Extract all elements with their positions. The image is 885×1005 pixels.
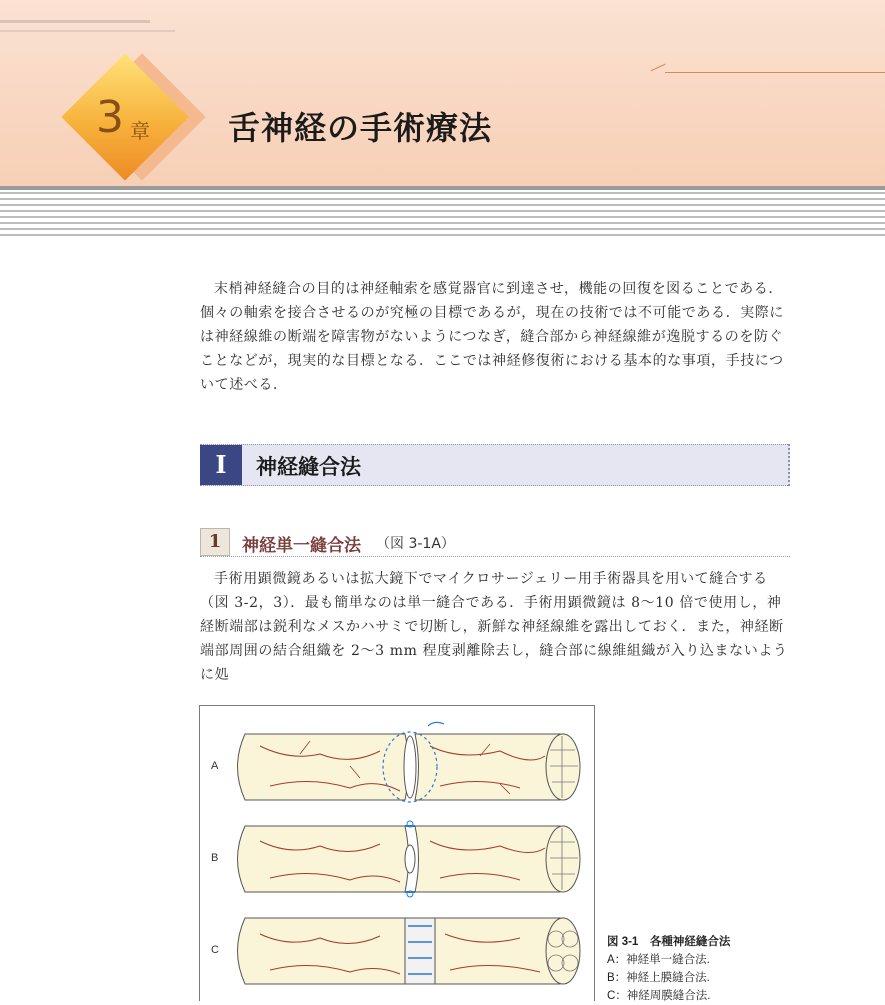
panel-label-a: A (211, 760, 219, 772)
chapter-header (0, 0, 885, 186)
subsection-number: 1 (200, 528, 230, 556)
panel-label-c: C (211, 944, 219, 956)
chapter-suffix: 章 (130, 119, 150, 143)
panel-label-b: B (211, 852, 219, 864)
section-heading (200, 444, 790, 486)
chapter-title: 舌神経の手術療法 (228, 109, 493, 147)
figure-reference: （図 3-1A） (376, 536, 455, 552)
body-paragraph: 手術用顕微鏡あるいは拡大鏡下でマイクロサージェリー用手術器具を用いて縫合する（図 3-2，3）．最も簡単なのは単一縫合である．手術用顕微鏡は 8〜10 倍で使用し，神経断端部は鋭利なメスかハサミで切断し，新鮮な神経線維を露出しておく．また，神経断端部周囲の結合組織を 2〜3 mm 程度剥離除去し，縫合部に線維組織が入り込まないように処 (200, 571, 788, 683)
nerve-panel-c (238, 918, 581, 984)
caption-line-c: C：神経周膜縫合法. (607, 990, 711, 1002)
decorative-line (0, 20, 150, 23)
section-title: 神経縫合法 (256, 455, 361, 479)
subsection-heading (200, 528, 790, 557)
decorative-line (665, 72, 885, 73)
caption-title: 図 3-1 各種神経縫合法 (607, 936, 731, 948)
subsection-title: 神経単一縫合法 (242, 536, 361, 556)
chapter-number: 3 (96, 92, 124, 143)
chapter-badge (61, 53, 188, 180)
caption-line-b: B：神経上膜縫合法. (607, 972, 710, 984)
nerve-illustration (200, 706, 594, 1001)
intro-paragraph: 末梢神経縫合の目的は神経軸索を感覚器官に到達させ，機能の回復を図ることである．個々の軸索を接合させるのが究極の目標であるが，現在の技術では不可能である．実際には神経線維の断端を障害物がないようにつなぎ，縫合部から神経線維が逸脱するのを防ぐことなどが，現実的な目標となる．ここでは神経修復術における基本的な事項，手技について述べる． (200, 281, 784, 393)
section-number: I (200, 445, 242, 485)
nerve-suture-figure (199, 705, 595, 1001)
figure-caption (607, 933, 730, 1005)
decorative-line (0, 30, 175, 32)
header-stripes (0, 186, 885, 238)
nerve-panel-b (238, 821, 581, 897)
nerve-panel-a (238, 722, 581, 802)
decorative-line (651, 64, 666, 72)
caption-line-a: A：神経単一縫合法. (607, 954, 710, 966)
